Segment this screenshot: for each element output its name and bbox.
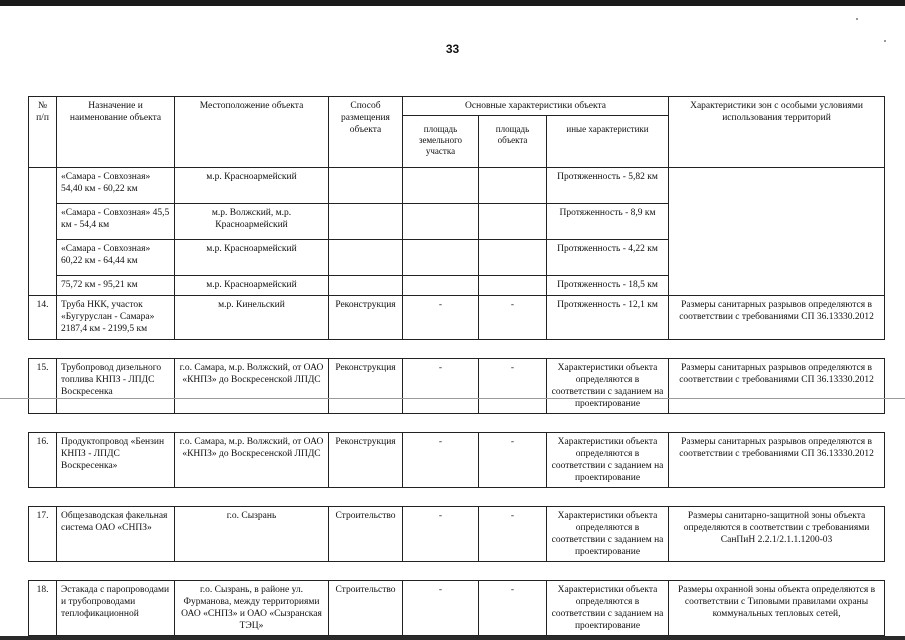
cell-other: Характеристики объекта определяются в соответствии с заданием на проектирование <box>547 507 669 562</box>
scan-top-edge <box>0 0 905 6</box>
cell-placement-empty <box>329 276 403 296</box>
header-location: Местоположение объекта <box>175 97 329 168</box>
cell-placement: Реконструкция <box>329 296 403 340</box>
cell-zone-empty <box>669 168 885 296</box>
cell-placement: Строительство <box>329 507 403 562</box>
cell-location: г.о. Сызрань <box>175 507 329 562</box>
cell-zone: Размеры санитарных разрывов определяются в соответствии с требованиями СП 36.13330.2012 <box>669 359 885 414</box>
cell-land-area: - <box>403 581 479 636</box>
cell-location: м.р. Волжский, м.р. Красноармейский <box>175 204 329 240</box>
cell-num-empty <box>29 168 57 296</box>
table-row <box>29 581 885 636</box>
cell-num: 18. <box>29 581 57 636</box>
cell-name: Труба НКК, участок «Бугуруслан - Самара» 2187,4 км - 2199,5 км <box>57 296 175 340</box>
scan-speck <box>856 18 858 20</box>
cell-placement-empty <box>329 168 403 204</box>
header-num: № п/п <box>29 97 57 168</box>
cell-object-area: - <box>479 433 547 488</box>
header-land-area: площадь земельного участка <box>403 116 479 168</box>
cell-placement-empty <box>329 204 403 240</box>
cell-placement: Строительство <box>329 581 403 636</box>
cell-other: Протяженность - 4,22 км <box>547 240 669 276</box>
table-row <box>29 507 885 562</box>
cell-placement: Реконструкция <box>329 433 403 488</box>
row-gap <box>29 562 885 581</box>
cell-other: Характеристики объекта определяются в соответствии с заданием на проектирование <box>547 581 669 636</box>
scan-fold-line <box>0 398 905 399</box>
territory-planning-table <box>28 96 885 636</box>
cell-location: г.о. Самара, м.р. Волжский, от ОАО «КНПЗ» до Воскресенской ЛПДС <box>175 433 329 488</box>
header-zone-characteristics: Характеристики зон с особыми условиями использования территорий <box>669 97 885 168</box>
table-row <box>29 359 885 414</box>
cell-land-area-empty <box>403 240 479 276</box>
cell-object-area: - <box>479 507 547 562</box>
cell-name: Общезаводская факельная система ОАО «СНПЗ» <box>57 507 175 562</box>
cell-other: Протяженность - 12,1 км <box>547 296 669 340</box>
cell-num: 17. <box>29 507 57 562</box>
cell-placement: Реконструкция <box>329 359 403 414</box>
cell-object-area-empty <box>479 204 547 240</box>
header-other-characteristics: иные характеристики <box>547 116 669 168</box>
cell-name: «Самара - Совхозная» 54,40 км - 60,22 км <box>57 168 175 204</box>
cell-land-area: - <box>403 507 479 562</box>
cell-land-area: - <box>403 296 479 340</box>
cell-name: Трубопровод дизельного топлива КНПЗ - ЛПДС Воскресенка <box>57 359 175 414</box>
cell-land-area-empty <box>403 204 479 240</box>
page-number: 33 <box>445 42 460 56</box>
cell-land-area: - <box>403 433 479 488</box>
header-main-characteristics: Основные характеристики объекта <box>403 97 669 116</box>
header-placement: Способ размещения объекта <box>329 97 403 168</box>
cell-zone: Размеры охранной зоны объекта определяются в соответствии с Типовыми правилами охраны коммунальных тепловых сетей, <box>669 581 885 636</box>
cell-zone: Размеры санитарно-защитной зоны объекта определяются в соответствии с требованиями СанПиН 2.2.1/2.1.1.1200-03 <box>669 507 885 562</box>
cell-name: «Самара - Совхозная» 60,22 км - 64,44 км <box>57 240 175 276</box>
cell-other: Характеристики объекта определяются в соответствии с заданием на проектирование <box>547 433 669 488</box>
cell-other: Протяженность - 8,9 км <box>547 204 669 240</box>
cell-name: Эстакада с паропроводами и трубопроводами теплофикационной <box>57 581 175 636</box>
cell-object-area-empty <box>479 240 547 276</box>
cell-object-area-empty <box>479 168 547 204</box>
cell-land-area-empty <box>403 276 479 296</box>
cell-name: Продуктопровод «Бензин КНПЗ - ЛПДС Воскресенка» <box>57 433 175 488</box>
cell-other: Протяженность - 5,82 км <box>547 168 669 204</box>
cell-location: г.о. Самара, м.р. Волжский, от ОАО «КНПЗ» до Воскресенской ЛПДС <box>175 359 329 414</box>
cell-location: г.о. Сызрань, в районе ул. Фурманова, между территориями ОАО «СНПЗ» и ОАО «Сызранская ТЭЦ» <box>175 581 329 636</box>
cell-other: Характеристики объекта определяются в соответствии с заданием на проектирование <box>547 359 669 414</box>
cell-other: Протяженность - 18,5 км <box>547 276 669 296</box>
cell-location: м.р. Красноармейский <box>175 276 329 296</box>
scan-bottom-edge <box>0 636 905 640</box>
cell-object-area: - <box>479 359 547 414</box>
cell-num: 15. <box>29 359 57 414</box>
header-object-area: площадь объекта <box>479 116 547 168</box>
cell-land-area-empty <box>403 168 479 204</box>
cell-land-area: - <box>403 359 479 414</box>
cell-object-area: - <box>479 581 547 636</box>
header-name: Назначение и наименование объекта <box>57 97 175 168</box>
cell-name: 75,72 км - 95,21 км <box>57 276 175 296</box>
cell-name: «Самара - Совхозная» 45,5 км - 54,4 км <box>57 204 175 240</box>
cell-location: м.р. Красноармейский <box>175 168 329 204</box>
cell-num: 14. <box>29 296 57 340</box>
table-row <box>29 296 885 340</box>
cell-zone: Размеры санитарных разрывов определяются в соответствии с требованиями СП 36.13330.2012 <box>669 433 885 488</box>
header-row <box>29 97 885 116</box>
cell-location: м.р. Красноармейский <box>175 240 329 276</box>
cell-placement-empty <box>329 240 403 276</box>
cell-num: 16. <box>29 433 57 488</box>
cell-object-area: - <box>479 296 547 340</box>
row-gap <box>29 340 885 359</box>
row-gap <box>29 414 885 433</box>
cell-object-area-empty <box>479 276 547 296</box>
cell-zone: Размеры санитарных разрывов определяются в соответствии с требованиями СП 36.13330.2012 <box>669 296 885 340</box>
table-row <box>29 433 885 488</box>
table-row <box>29 168 885 204</box>
cell-location: м.р. Кинельский <box>175 296 329 340</box>
row-gap <box>29 488 885 507</box>
